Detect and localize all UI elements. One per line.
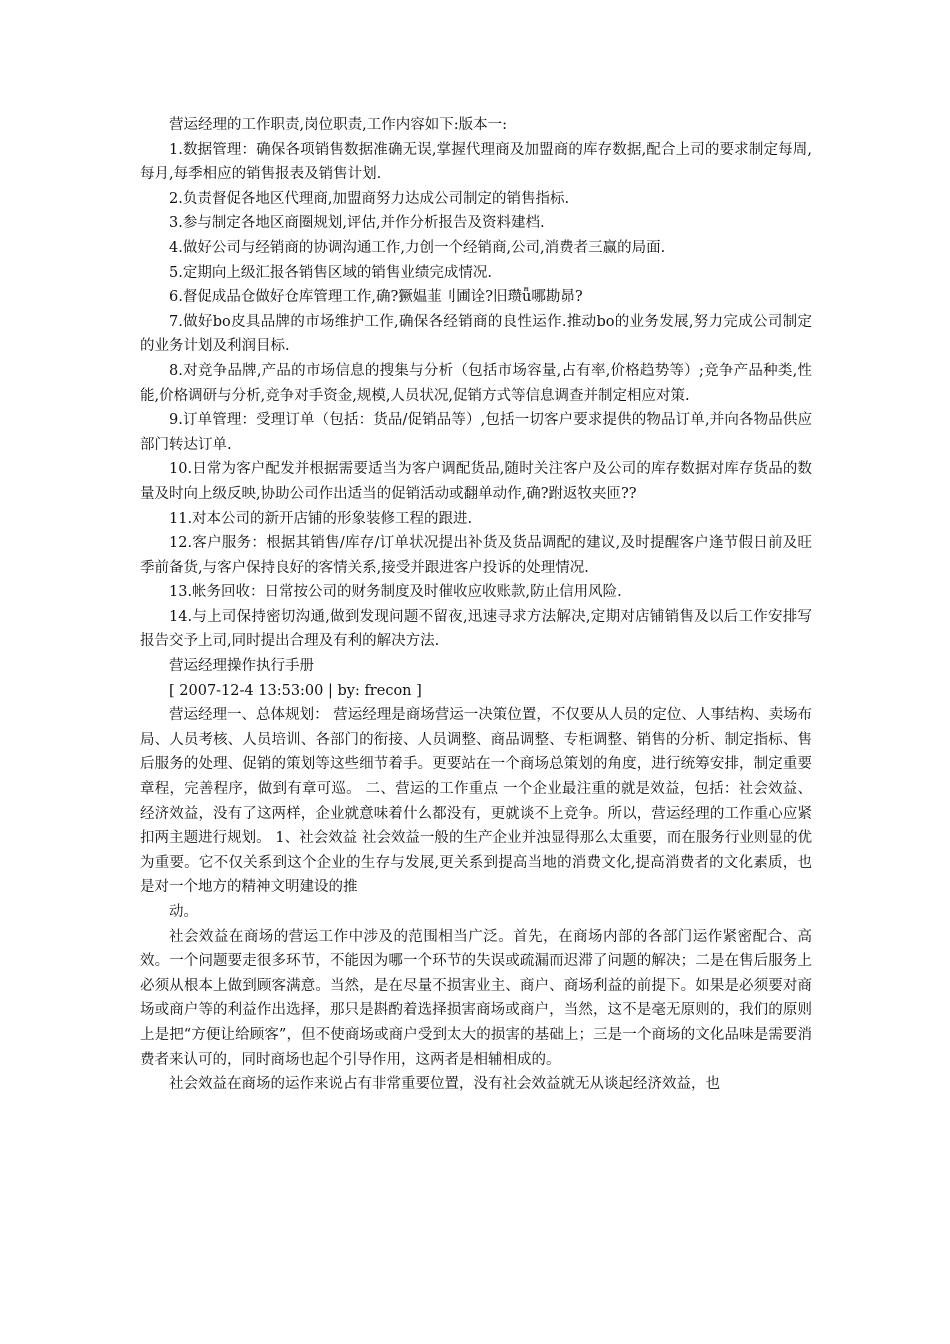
duty-item-2: 2.负责督促各地区代理商,加盟商努力达成公司制定的销售指标.	[169, 190, 570, 207]
duty-item-1: 1.数据管理：确保各项销售数据准确无误,掌握代理商及加盟商的库存数据,配合上司的要求制定每周,每月,每季相应的销售报表及销售计划.	[140, 141, 812, 183]
body-paragraph: 社会效益在商场的营运工作中涉及的范围相当广泛。首先，在商场内部的各部门运作紧密配合、高效。一个问题要走很多环节，不能因为哪一个环节的失误或疏漏而迟滞了问题的解决；二是在售后服务上必须从根本上做到顾客满意。当然，是在尽量不损害业主、商户、商场利益的前提下。如果是必须要对商场或商户等的利益作出选择，那只是斟酌着选择损害商场或商户，当然，这不是毫无原则的，我们的原则上是把“方便让给顾客”，但不使商场或商户受到太大的损害的基础上；三是一个商场的文化品味是需要消费者来认可的，同时商场也起个引导作用，这两者是相辅相成的。	[140, 928, 812, 1068]
duty-item-10: 10.日常为客户配发并根据需要适当为客户调配货品,随时关注客户及公司的库存数据对库存货品的数量及时向上级反映,协助公司作出适当的促销活动或翻单动作,确?跗返牧夹匝??	[140, 461, 812, 502]
duty-item-3: 3.参与制定各地区商圈规划,评估,并作分析报告及资料建档.	[169, 215, 545, 232]
body-paragraph: 社会效益在商场的运作来说占有非常重要位置，没有社会效益就无从谈起经济效益，也	[169, 1076, 720, 1093]
body-paragraph: 营运经理一、总体规划： 营运经理是商场营运一决策位置，不仅要从人员的定位、人事结构、卖场布局、人员考核、人员培训、各部门的衔接、人员调整、商品调整、专柜调整、销售的分析、制定指标、售后服务的处理、促销的策划等这些细节着手。更要站在一个商场总策划的角度，进行统筹安排，制定重要章程，完善程序，做到有章可巡。 二、营运的工作重点 一个企业最注重的就是效益，包括：社会效益、经济效益，没有了这两样，企业就意味着什么都没有，更就谈不上竞争。所以，营运经理的工作重心应紧扣两主题进行规划。 1、社会效益 社会效益一般的生产企业并浊显得那么太重要，而在服务行业则显的优为重要。它不仅关系到这个企业的生存与发展,更关系到提高当地的消费文化,提高消费者的文化素质，也是对一个地方的精神文明建设的推	[140, 707, 812, 896]
duty-item-4: 4.做好公司与经销商的协调沟通工作,力创一个经销商,公司,消费者三赢的局面.	[169, 239, 666, 256]
duty-item-12: 12.客户服务：根据其销售/库存/订单状况提出补货及货品调配的建议,及时提醒客户逢节假日前及旺季前备货,与客户保持良好的客情关系,接受并跟进客户投诉的处理情况.	[140, 535, 812, 576]
document-heading: 营运经理的工作职责,岗位职责,工作内容如下:版本一:	[169, 117, 507, 133]
duty-item-11: 11.对本公司的新开店铺的形象装修工程的跟进.	[169, 510, 473, 527]
duty-item-7: 7.做好bo皮具品牌的市场维护工作,确保各经销商的良性运作.推动bo的业务发展,努力完成公司制定的业务计划及利润目标.	[140, 313, 812, 355]
duty-item-13: 13.帐务回收：日常按公司的财务制度及时催收应收账款,防止信用风险.	[169, 584, 622, 601]
duty-item-14: 14.与上司保持密切沟通,做到发现问题不留夜,迅速寻求方法解决,定期对店铺销售及以后工作安排写报告交予上司,同时提出合理及有利的解决方法.	[140, 608, 812, 650]
document-page	[140, 113, 812, 1097]
manual-title: 营运经理操作执行手册	[169, 658, 314, 675]
body-paragraph: 动。	[169, 904, 198, 920]
duty-item-6: 6.督促成品仓做好仓库管理工作,确?獗媪韮刂圃诠?旧瓒ǖ哪勘昴?	[169, 289, 583, 306]
duty-item-8: 8.对竞争品牌,产品的市场信息的搜集与分析（包括市场容量,占有率,价格趋势等）;竞争产品种类,性能,价格调研与分析,竞争对手资金,规模,人员状况,促销方式等信息调查并制定相应对策.	[140, 362, 812, 404]
duty-item-5: 5.定期向上级汇报各销售区域的销售业绩完成情况.	[169, 264, 492, 281]
duty-item-9: 9.订单管理：受理订单（包括：货品/促销品等）,包括一切客户要求提供的物品订单,并向各物品供应部门转达订单.	[140, 412, 812, 453]
post-meta: [ 2007-12-4 13:53:00 | by: frecon ]	[169, 682, 422, 699]
